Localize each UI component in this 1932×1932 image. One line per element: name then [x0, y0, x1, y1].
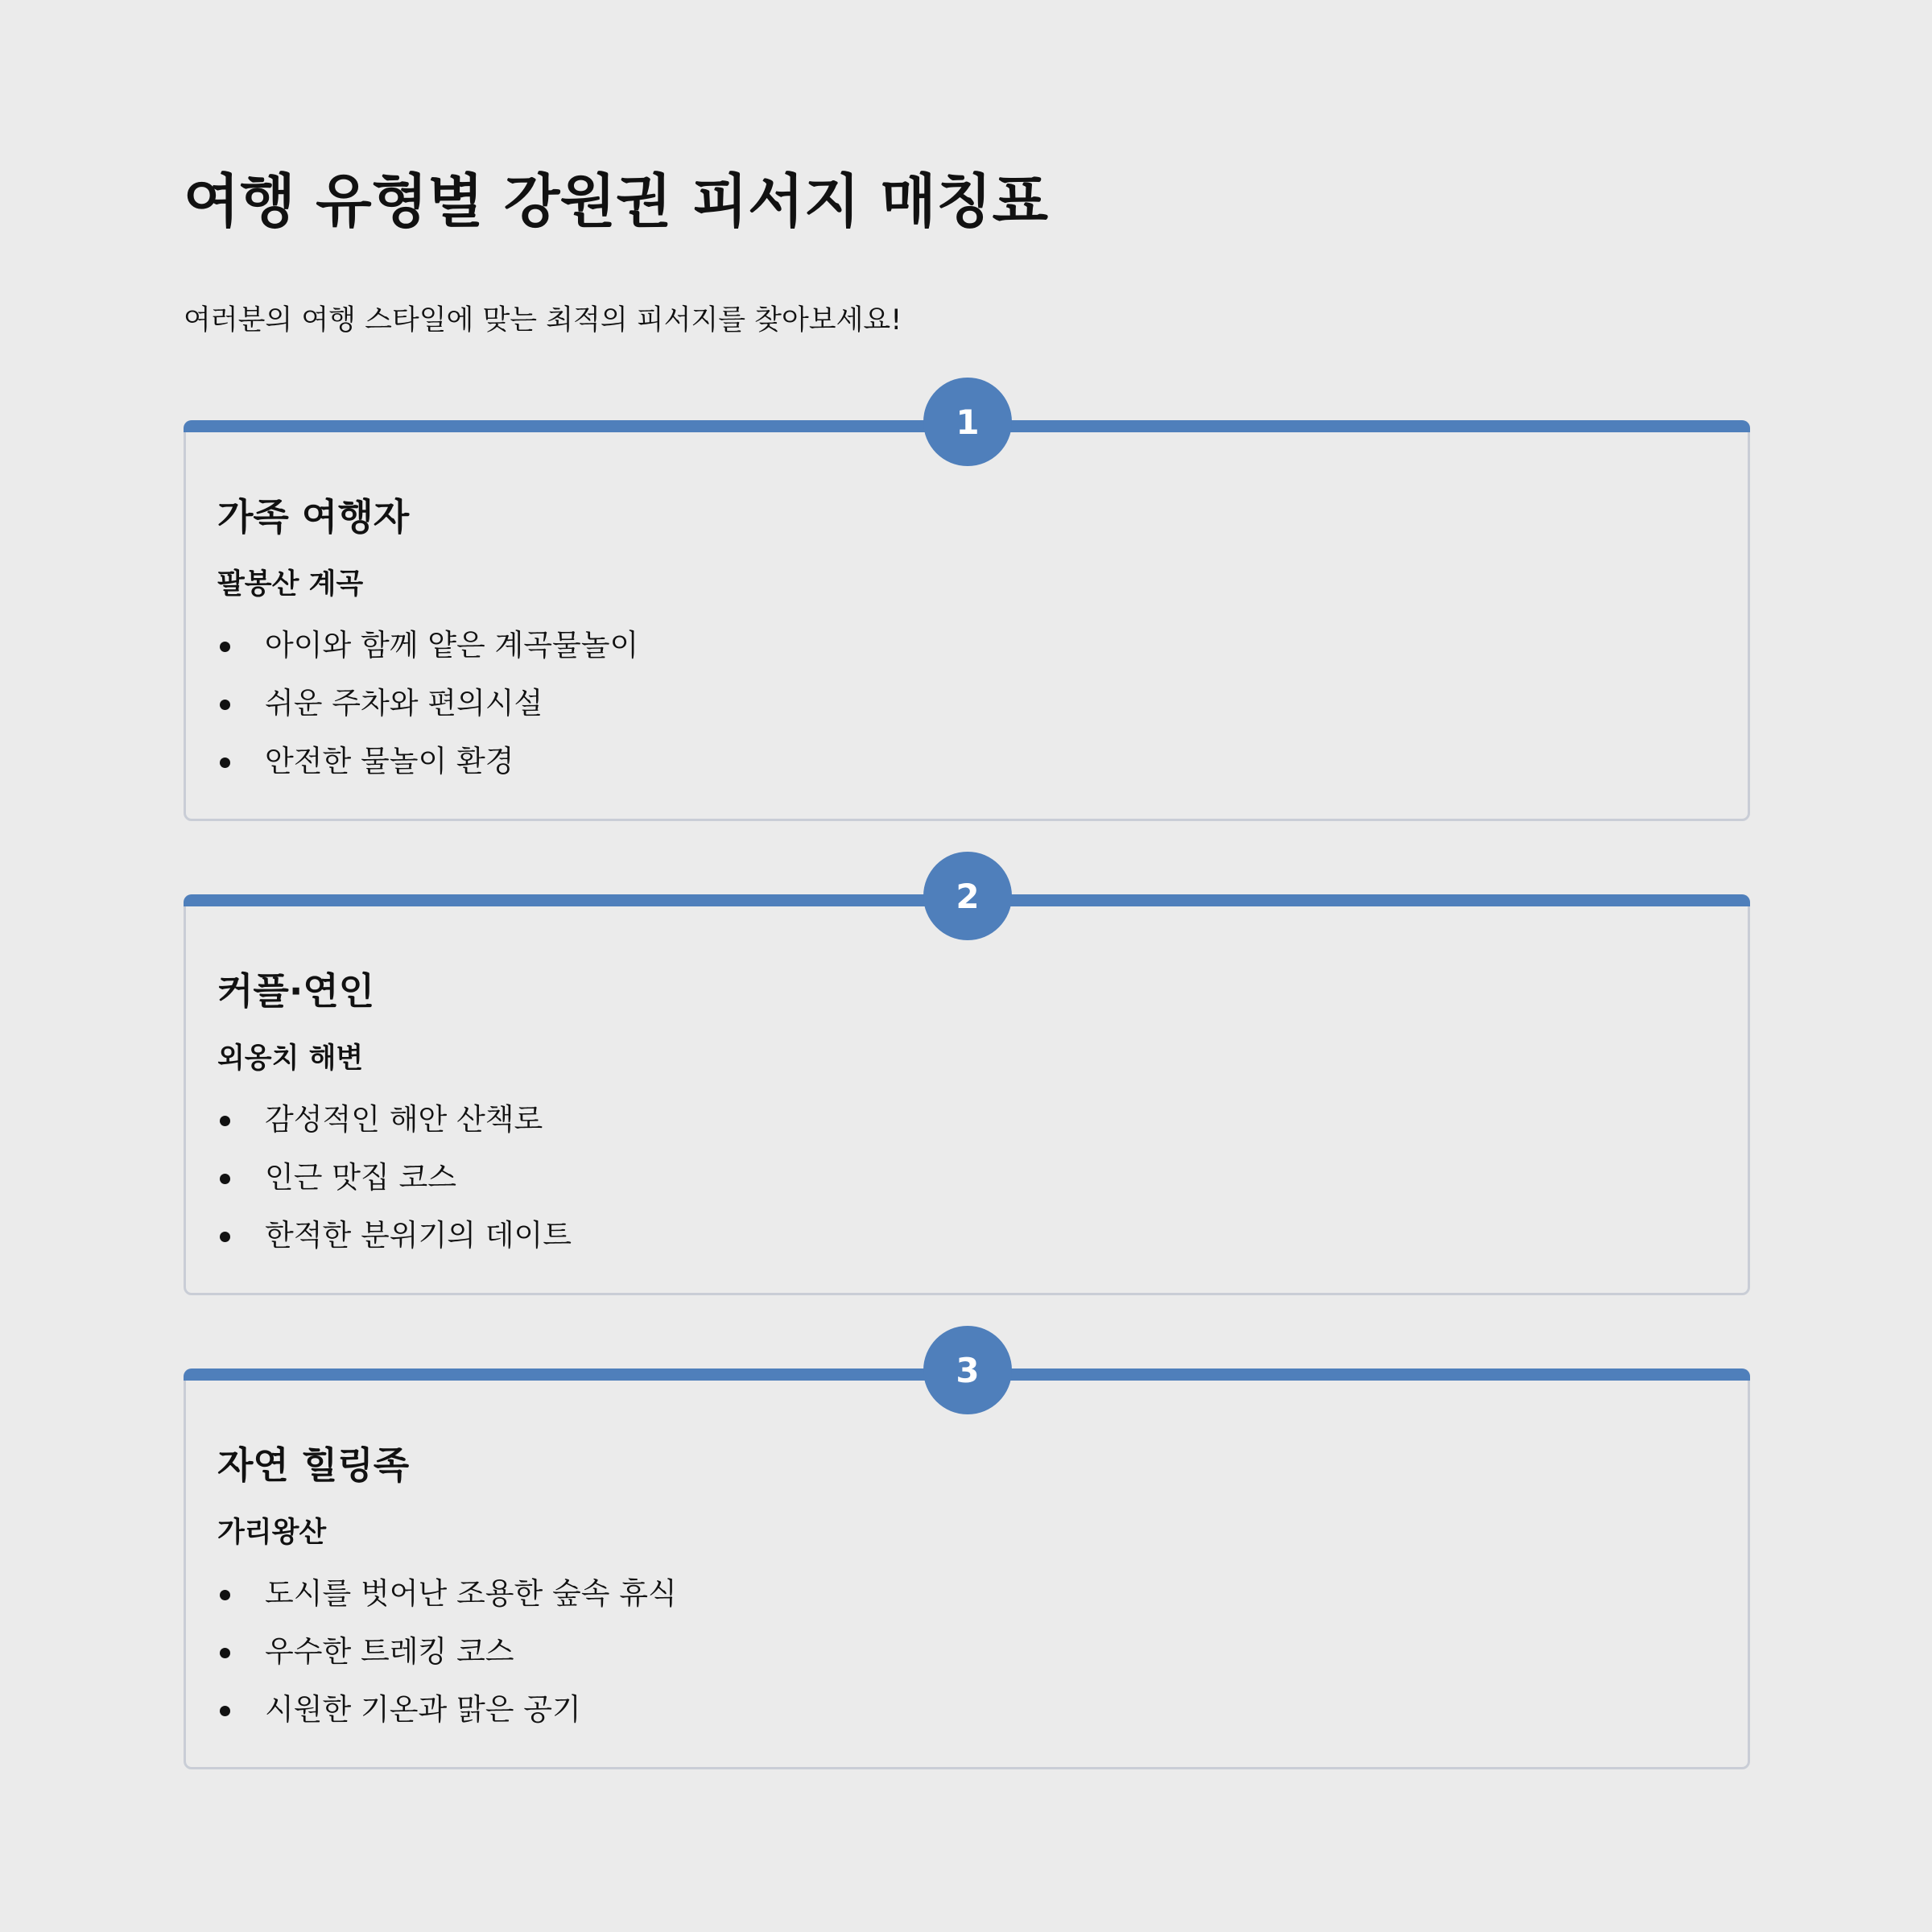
card-destination: 외옹치 해변 [217, 1042, 364, 1075]
list-item-text: 감성적인 해안 산책로 [265, 1102, 543, 1137]
traveler-card-couple [184, 876, 1750, 1295]
list-item-text: 시원한 기온과 맑은 공기 [265, 1692, 581, 1727]
list-item-text: 우수한 트레킹 코스 [265, 1634, 514, 1669]
list-item [217, 1213, 572, 1271]
traveler-card-family [184, 402, 1750, 821]
card-feature-list [217, 623, 638, 797]
list-item [217, 1097, 572, 1155]
list-item-text: 안전한 물놀이 환경 [265, 744, 514, 778]
list-item-text: 아이와 함께 얕은 계곡물놀이 [265, 628, 639, 663]
bullet-icon [220, 1648, 230, 1658]
bullet-icon [220, 1116, 230, 1126]
page-title: 여행 유형별 강원권 피서지 매칭표 [184, 167, 1048, 235]
list-item-text: 쉬운 주차와 편의시설 [265, 686, 543, 720]
card-traveler-type: 자연 힐링족 [217, 1443, 410, 1487]
card-feature-list [217, 1571, 677, 1745]
card-traveler-type: 가족 여행자 [217, 495, 410, 539]
list-item-text: 인근 맛집 코스 [265, 1160, 456, 1195]
list-item [217, 1629, 677, 1687]
list-item [217, 739, 638, 797]
list-item [217, 1155, 572, 1213]
list-item [217, 623, 638, 681]
card-destination: 팔봉산 계곡 [217, 568, 364, 601]
card-number-badge: 2 [923, 852, 1012, 940]
list-item [217, 681, 638, 739]
list-item [217, 1571, 677, 1629]
card-feature-list [217, 1097, 572, 1271]
card-destination: 가리왕산 [217, 1517, 327, 1549]
list-item-text: 한적한 분위기의 데이트 [265, 1218, 572, 1253]
traveler-card-nature [184, 1350, 1750, 1769]
page-subtitle: 여러분의 여행 스타일에 맞는 최적의 피서지를 찾아보세요! [184, 304, 902, 336]
card-traveler-type: 커플·연인 [217, 969, 375, 1013]
card-number-badge: 1 [923, 378, 1012, 466]
bullet-icon [220, 642, 230, 652]
bullet-icon [220, 1232, 230, 1242]
bullet-icon [220, 1706, 230, 1716]
list-item [217, 1687, 677, 1745]
bullet-icon [220, 758, 230, 768]
bullet-icon [220, 1590, 230, 1600]
card-number-badge: 3 [923, 1326, 1012, 1414]
bullet-icon [220, 700, 230, 710]
list-item-text: 도시를 벗어난 조용한 숲속 휴식 [265, 1576, 677, 1611]
bullet-icon [220, 1174, 230, 1184]
